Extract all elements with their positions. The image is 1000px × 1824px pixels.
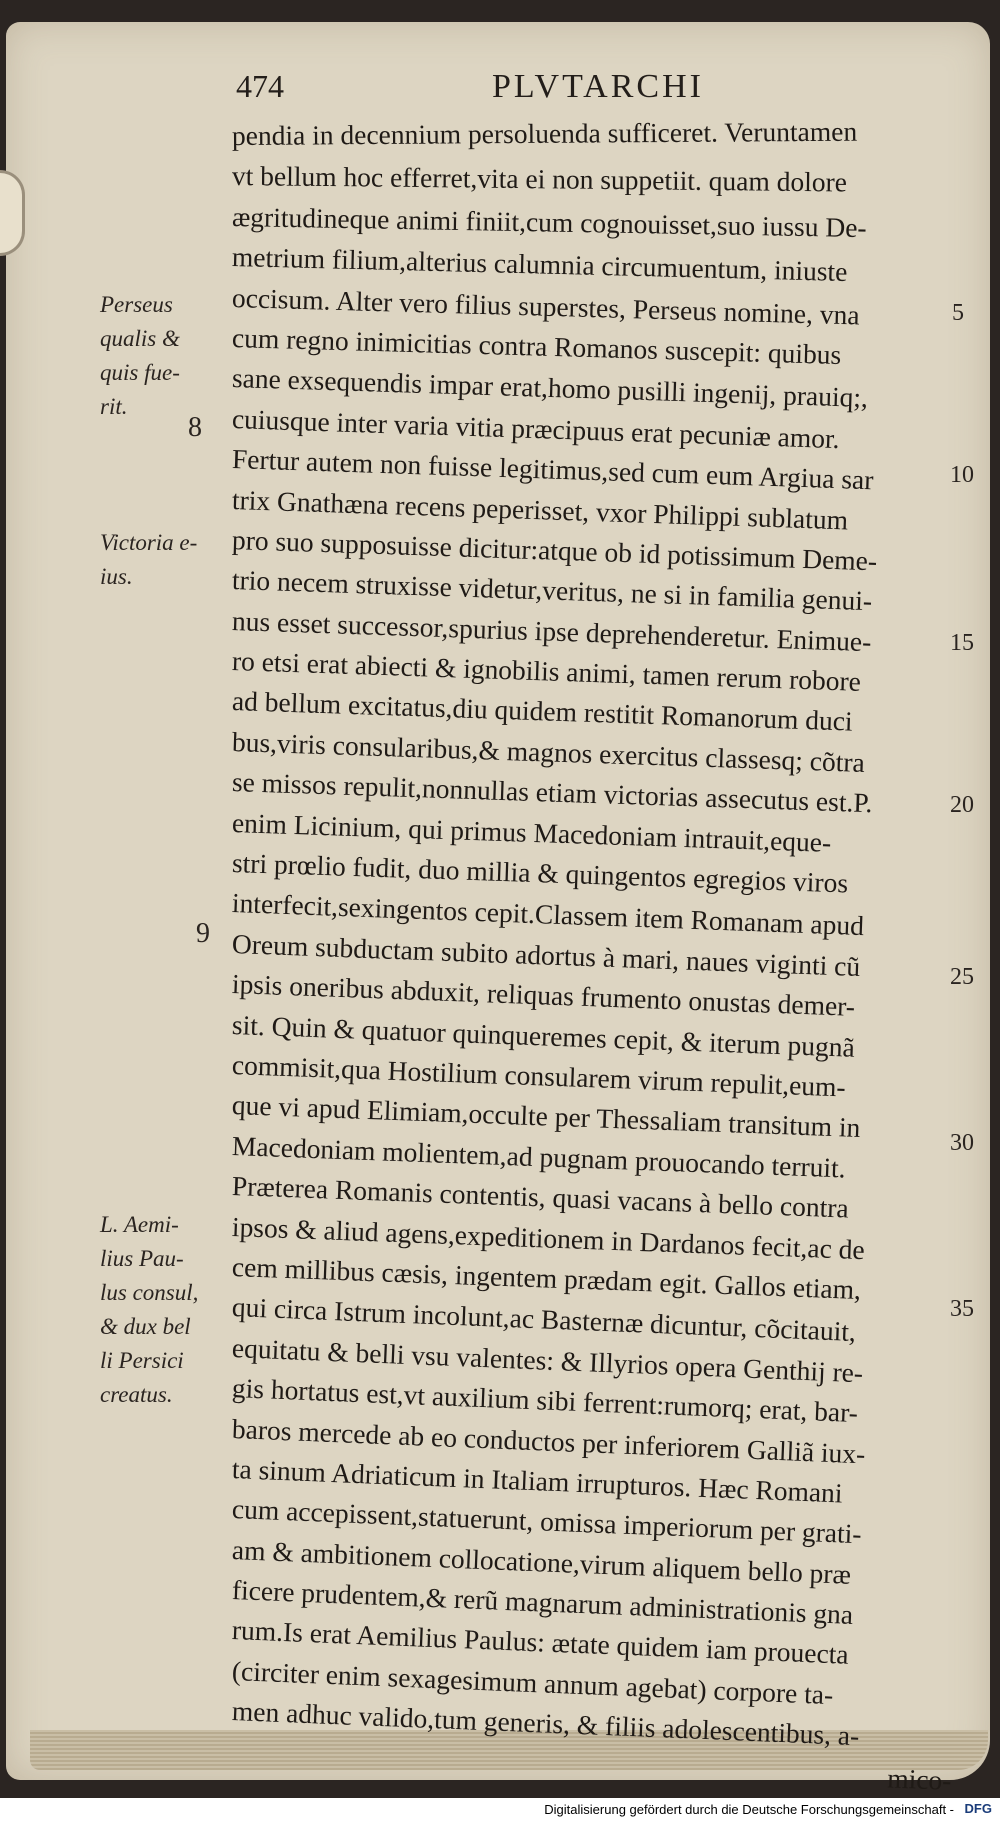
text-line: equitatu & belli vsu valentes: & Illyrios opera Genthij re-	[231, 1331, 864, 1389]
line-number: 30	[950, 1130, 974, 1156]
text-line: vt bellum hoc efferret,vita ei non suppetiit. quam dolore	[231, 160, 848, 198]
text-line: trix Gnathæna recens peperisset, vxor Philippi sublatum	[231, 483, 849, 535]
text-line: ficere prudentem,& rerũ magnarum administrationis gna	[231, 1574, 854, 1630]
marginal-note-line: quis fue-	[100, 360, 180, 385]
reference-mark: 9	[196, 918, 210, 949]
marginal-note-line: Victoria e-	[100, 530, 198, 555]
text-line: ro etsi erat abiecti & ignobilis animi, tamen rerum robore	[231, 645, 862, 697]
line-number: 10	[950, 462, 974, 488]
text-line: se missos repulit,nonnullas etiam victorias assecutus est.P.	[231, 766, 874, 819]
line-number: 20	[950, 792, 974, 818]
text-line: ad bellum excitatus,diu quidem restitit Romanorum duci	[231, 685, 854, 738]
line-number: 35	[950, 1296, 974, 1322]
text-line: Præterea Romanis contentis, quasi vacans à bello contra	[231, 1170, 850, 1224]
text-line: mico-	[886, 1761, 953, 1796]
text-line: cum accepissent,statuerunt, omissa imperiorum per grati-	[231, 1493, 863, 1550]
marginal-note-line: ius.	[100, 564, 133, 589]
marginal-note-perseus	[100, 288, 180, 424]
text-line: rum.Is erat Aemilius Paulus: ætate quidem iam prouecta	[231, 1614, 850, 1671]
text-line: enim Licinium, qui primus Macedoniam intrauit,eque-	[231, 806, 832, 858]
text-line: Oreum subductam subito adortus à mari, naues viginti cũ	[231, 927, 861, 982]
marginal-note-line: Perseus	[100, 292, 173, 317]
text-line: gis hortatus est,vt auxilium sibi ferrent:rumorq; erat, bar-	[231, 1372, 859, 1429]
text-line: Macedoniam molientem,ad pugnam prouocando terruit.	[231, 1129, 847, 1184]
marginal-note-line: rit.	[100, 394, 128, 419]
text-line: pendia in decennium persoluenda sufficeret. Veruntamen	[231, 115, 858, 151]
text-line: nus esset successor,spurius ipse deprehenderetur. Enimue-	[231, 604, 872, 657]
text-line: ipsis oneribus abduxit, reliquas frumento onustas demer-	[231, 968, 856, 1023]
marginal-note-line: qualis &	[100, 326, 180, 351]
text-line: baros mercede ab eo conductos per inferiorem Galliã iux-	[231, 1412, 866, 1469]
marginal-note-line: & dux bel	[100, 1314, 191, 1339]
text-line: (circiter enim sexagesimum annum agebat) corpore ta-	[231, 1654, 834, 1710]
marginal-note-line: creatus.	[100, 1382, 173, 1407]
text-line: cum regno inimicitias contra Romanos suscepit: quibus	[231, 321, 842, 370]
text-line: ta sinum Adriaticum in Italiam irrupturos. Hæc Romani	[231, 1452, 844, 1509]
reference-mark: 8	[188, 412, 202, 443]
text-line: trio necem struxisse videtur,veritus, ne si in familia genui-	[231, 564, 873, 617]
folio-number: 474	[236, 68, 284, 104]
line-number: 25	[950, 964, 974, 990]
digitization-footer	[0, 1798, 1000, 1824]
text-line: sane exsequendis impar erat,homo pusilli ingenij, prauiq;,	[231, 362, 869, 414]
text-line: stri prœlio fudit, duo millia & quingentos egregios viros	[231, 847, 849, 899]
text-line: metrium filium,alterius calumnia circumuentum, iniuste	[231, 241, 848, 288]
main-text-block	[231, 115, 972, 1796]
text-line: pro suo supposuisse dicitur:atque ob id potissimum Deme-	[231, 523, 878, 577]
text-line: cem millibus cæsis, ingentem prædam egit. Gallos etiam,	[231, 1250, 862, 1305]
line-number: 15	[950, 630, 974, 656]
text-line: am & ambitionem collocatione,virum aliquem bello præ	[231, 1533, 852, 1590]
text-line: ægritudineque animi finiit,cum cognouisset,suo iussu De-	[231, 200, 867, 243]
running-title: PLVTARCHI	[492, 68, 704, 105]
text-line: men adhuc valido,tum generis, & filiis adolescentibus, a-	[231, 1695, 860, 1752]
marginal-note-victoria	[100, 526, 197, 594]
text-line: qui circa Istrum incolunt,ac Basternæ dicuntur, cõcitauit,	[231, 1291, 857, 1348]
text-line: bus,viris consularibus,& magnos exercitus classesq; cõtra	[231, 725, 866, 778]
dfg-logo: DFG	[964, 1801, 992, 1816]
text-line: Fertur autem non fuisse legitimus,sed cum eum Argiua sar	[231, 443, 874, 496]
text-line: que vi apud Elimiam,occulte per Thessaliam transitum in	[231, 1089, 861, 1144]
funding-credit: Digitalisierung gefördert durch die Deutsche Forschungsgemeinschaft -	[544, 1802, 954, 1817]
text-line: interfecit,sexingentos cepit.Classem item Romanam apud	[231, 887, 865, 942]
page-clip	[0, 170, 25, 256]
line-number: 5	[952, 300, 964, 326]
marginal-note-line: li Persici	[100, 1348, 184, 1373]
marginal-note-line: L. Aemi-	[100, 1212, 179, 1237]
text-line: ipsos & aliud agens,expeditionem in Dardanos fecit,ac de	[231, 1210, 866, 1265]
text-line: occisum. Alter vero filius superstes, Perseus nomine, vna	[231, 281, 861, 331]
text-line: commisit,qua Hostilium consularem virum repulit,eum-	[231, 1048, 847, 1103]
marginal-note-aemilius	[100, 1208, 198, 1412]
marginal-note-line: lus consul,	[100, 1280, 199, 1305]
marginal-note-line: lius Pau-	[100, 1246, 184, 1271]
text-line: sit. Quin & quatuor quinqueremes cepit, & iterum pugnã	[231, 1008, 856, 1063]
text-line: cuiusque inter varia vitia præcipuus erat pecuniæ amor.	[231, 402, 841, 454]
